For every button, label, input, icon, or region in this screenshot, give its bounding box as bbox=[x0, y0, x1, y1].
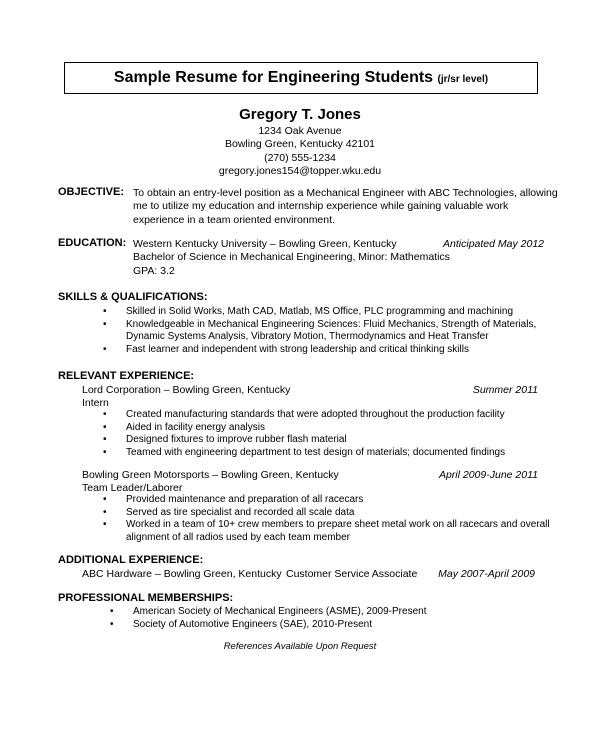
bullet-icon: • bbox=[103, 306, 107, 317]
job-date: April 2009-June 2011 bbox=[438, 469, 538, 481]
bullet-icon: • bbox=[103, 519, 107, 531]
additional-position: Customer Service Associate bbox=[286, 568, 418, 580]
list-item: • Designed fixtures to improve rubber flash material bbox=[103, 434, 347, 446]
relevant-experience-heading: RELEVANT EXPERIENCE: bbox=[58, 370, 195, 382]
education-date: Anticipated May 2012 bbox=[443, 238, 544, 250]
bullet-icon: • bbox=[103, 494, 107, 505]
additional-date: May 2007-April 2009 bbox=[438, 568, 535, 580]
list-item: • Served as tire specialist and recorded all scale data bbox=[103, 506, 355, 518]
additional-company: ABC Hardware – Bowling Green, Kentucky bbox=[82, 568, 282, 580]
applicant-name: Gregory T. Jones bbox=[239, 106, 361, 123]
memberships-heading: PROFESSIONAL MEMBERSHIPS: bbox=[58, 592, 234, 604]
list-item: • American Society of Mechanical Engineers (ASME), 2009-Present bbox=[110, 606, 427, 617]
job-company: Bowling Green Motorsports – Bowling Green, Kentucky bbox=[82, 469, 339, 481]
bullet-icon: • bbox=[103, 343, 107, 355]
email-address: gregory.jones154@topper.wku.edu bbox=[218, 164, 382, 177]
memberships-list bbox=[110, 606, 426, 631]
bullet-icon: • bbox=[103, 409, 107, 420]
bullet-icon: • bbox=[103, 446, 107, 458]
education-gpa: GPA: 3.2 bbox=[133, 264, 175, 277]
document-title: Sample Resume for Engineering Students bbox=[113, 69, 434, 86]
objective-line: experience in a team oriented environment. bbox=[133, 213, 335, 226]
address-line-1: 1234 Oak Avenue bbox=[258, 125, 342, 137]
job-company: Lord Corporation – Bowling Green, Kentucky bbox=[82, 384, 291, 396]
list-item: • Society of Automotive Engineers (SAE), 2010-Present bbox=[110, 618, 373, 630]
additional-experience-heading: ADDITIONAL EXPERIENCE: bbox=[58, 554, 204, 566]
list-item: • Aided in facility energy analysis bbox=[103, 421, 265, 433]
bullet-icon: • bbox=[103, 506, 107, 518]
objective-line: To obtain an entry-level position as a Mechanical Engineer with ABC Technologies, allowing bbox=[133, 187, 558, 199]
bullet-icon: • bbox=[110, 618, 114, 630]
education-school: Western Kentucky University – Bowling Green, Kentucky bbox=[133, 238, 397, 250]
address-line-2: Bowling Green, Kentucky 42101 bbox=[224, 138, 375, 151]
education-degree: Bachelor of Science in Mechanical Engineering, Minor: Mathematics bbox=[133, 251, 450, 264]
phone-number: (270) 555-1234 bbox=[264, 151, 336, 164]
job-date: Summer 2011 bbox=[472, 384, 538, 396]
list-item: • Created manufacturing standards that were adopted throughout the production facility bbox=[103, 409, 505, 420]
job-2-header bbox=[82, 469, 339, 496]
objective-heading: OBJECTIVE: bbox=[58, 186, 125, 198]
job-1-duties bbox=[103, 409, 505, 459]
objective-text bbox=[133, 187, 558, 227]
job-role: Intern bbox=[82, 397, 109, 410]
title-box bbox=[64, 62, 538, 94]
references-note: References Available Upon Request bbox=[223, 641, 377, 652]
job-2-duties bbox=[103, 494, 550, 544]
job-1-header bbox=[82, 384, 290, 411]
list-item: • Worked in a team of 10+ crew members to prepare sheet metal work on all racecars and overall alignment of all radios used by each team member bbox=[103, 519, 550, 543]
bullet-icon: • bbox=[103, 318, 107, 330]
list-item: • Fast learner and independent with strong leadership and critical thinking skills bbox=[103, 343, 469, 355]
bullet-icon: • bbox=[103, 434, 107, 446]
job-role: Team Leader/Laborer bbox=[82, 482, 183, 495]
contact-block bbox=[0, 125, 600, 178]
objective-line: me to utilize my education and internship experience while gaining valuable work bbox=[133, 200, 509, 213]
education-text bbox=[133, 238, 450, 278]
list-item: • Teamed with engineering department to test design of materials; documented findings bbox=[103, 446, 506, 458]
document-subtitle: (jr/sr level) bbox=[437, 74, 489, 85]
skills-heading: SKILLS & QUALIFICATIONS: bbox=[58, 291, 208, 303]
list-item: • Provided maintenance and preparation of all racecars bbox=[103, 494, 364, 505]
list-item: • Knowledgeable in Mechanical Engineering Sciences: Fluid Mechanics, Strength of Materials, Dynamic Systems Analysis, Vibratory Motion, Thermodynamics and Heat Transfer bbox=[103, 318, 537, 343]
skills-list bbox=[103, 306, 536, 356]
bullet-icon: • bbox=[110, 606, 114, 617]
list-item: • Skilled in Solid Works, Math CAD, Matlab, MS Office, PLC programming and machining bbox=[103, 306, 514, 317]
bullet-icon: • bbox=[103, 421, 107, 433]
education-heading: EDUCATION: bbox=[58, 237, 127, 249]
